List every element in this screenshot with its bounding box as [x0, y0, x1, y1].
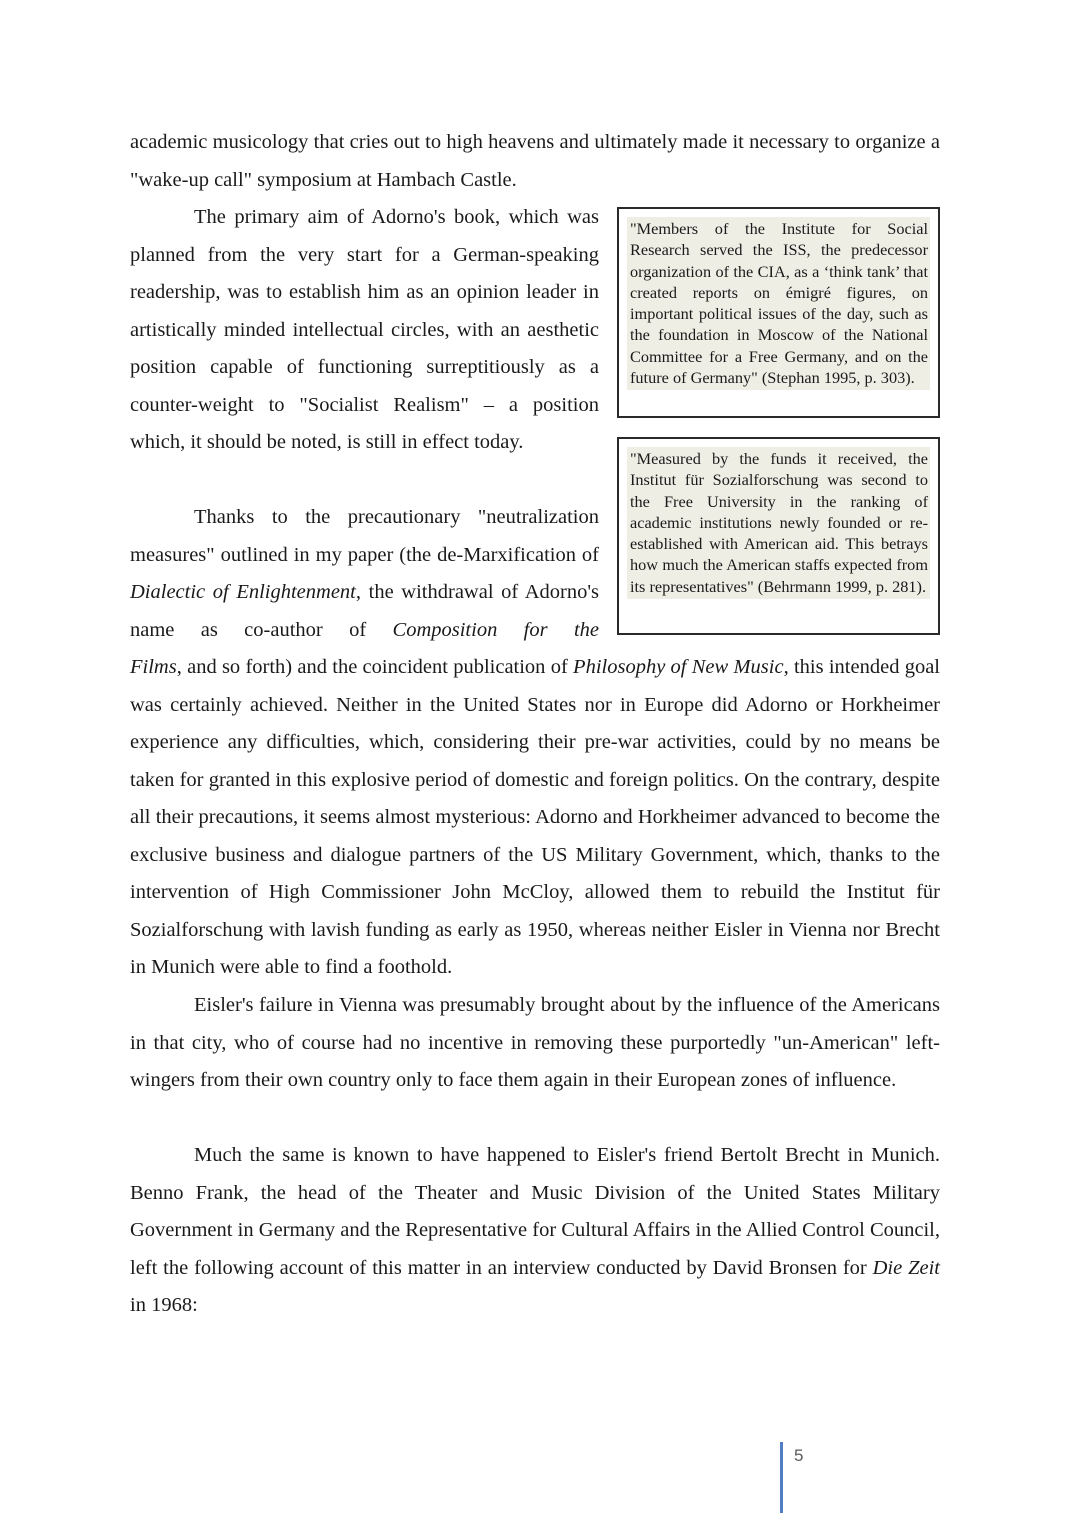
book-title-composition: Composition for the — [392, 618, 600, 641]
text-run: , and so forth) and the coincident publication of — [176, 656, 574, 678]
publication-title: Die Zeit — [872, 1256, 940, 1279]
text-run: Much the same is known to have happened to Eisler's friend Bertolt Brecht in Munich. Benno Frank, the head of the Theater and Music Division of the United States Military Government in Germany and the Representative for Cultural Affairs in the Allied Control Council, left the following account of this matter in an interview conducted by David Bronsen for — [130, 1144, 940, 1279]
sidebar-quote-text: "Members of the Institute for Social Research served the ISS, the predecessor organization of the CIA, as a ‘think tank’ that created reports on émigré figures, on important political issues of the day, such as the foundation in Moscow of the National Committee for a Free Germany, and on the future of Germany" (Stephan 1995, p. 303). — [627, 217, 930, 390]
paragraph-neutralization-part1 — [130, 499, 599, 649]
paragraph-continued: academic musicology that cries out to high heavens and ultimately made it necessary to organize a "wake-up call" symposium at Hambach Castle. — [130, 131, 940, 191]
text-run: , this intended goal was certainly achieved. Neither in the United States nor in Europe did Adorno or Horkheimer experience any difficulties, which, considering their pre-war activities, could by no means be taken for granted in this explosive period of domestic and foreign politics. On the contrary, despite all their precautions, it seems almost mysterious: Adorno and Horkheimer advanced to become the exclusive business and dialogue partners of the US Military Government, which, thanks to the intervention of High Commissioner John McCloy, allowed them to rebuild the Institut für Sozialforschung with lavish funding as early as 1950, whereas neither Eisler in Vienna nor Brecht in Munich were able to find a foothold. — [130, 656, 940, 978]
paragraph-adorno-aim: The primary aim of Adorno's book, which was planned from the very start for a German-speaking readership, was to establish him as an opinion leader in artistically minded intellectual circles, with an aesthetic position capable of functioning surreptitiously as a counter-weight to "Socialist Realism" – a position which, it should be noted, is still in effect today. — [130, 206, 599, 453]
paragraph-eisler-vienna: Eisler's failure in Vienna was presumably brought about by the influence of the Americans in that city, who of course had no incentive in removing these purportedly "un-American" left-wingers from their own country only to face them again in their European zones of influence. — [130, 994, 940, 1091]
book-title-philosophy: Philosophy of New Music — [573, 656, 784, 678]
book-title-composition-cont: Films — [130, 656, 177, 678]
text-run: Thanks to the precautionary "neutralization measures" outlined in my paper (the de-Marxification of — [130, 506, 599, 566]
text-run: in 1968: — [130, 1294, 198, 1316]
paragraph-neutralization-part2 — [130, 649, 940, 987]
page-number-accent-bar — [780, 1442, 783, 1513]
paragraph-brecht-munich — [130, 1137, 940, 1325]
sidebar-quote-box-funding — [617, 437, 940, 635]
page-number: 5 — [794, 1446, 804, 1465]
book-title-dialectic: Dialectic of Enlightenment — [130, 581, 356, 603]
sidebar-quote-text: "Measured by the funds it received, the Institut für Sozialforschung was second to the Free University in the ranking of academic institutions newly founded or re-established with American aid. This betrays how much the American staffs expected from its representatives" (Behrmann 1999, p. 281). — [627, 447, 930, 599]
sidebar-quote-box-iss — [617, 207, 940, 418]
text-run: , the withdrawal of Adorno's name as co-author of — [130, 581, 600, 641]
